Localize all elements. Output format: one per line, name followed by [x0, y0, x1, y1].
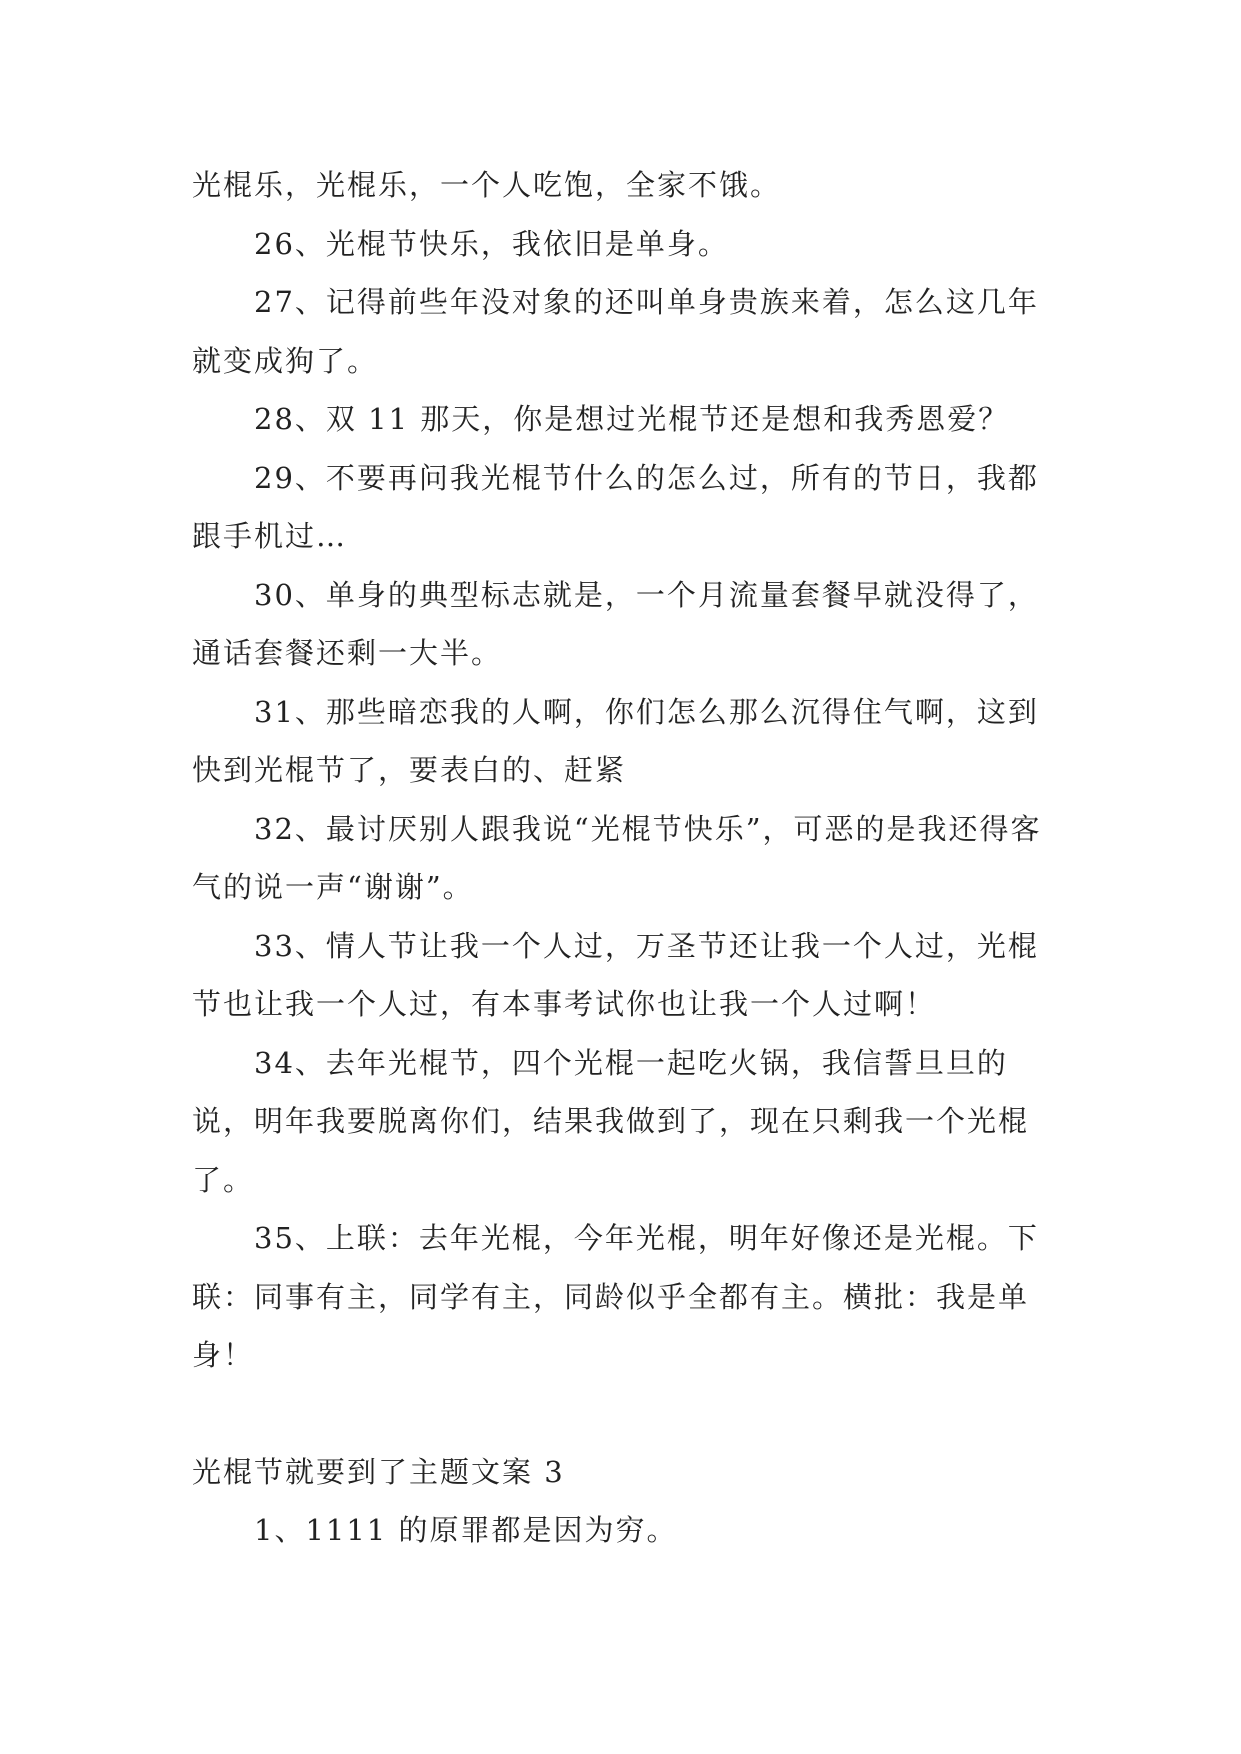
- list-item-1: 1、1111 的原罪都是因为穷。: [254, 1513, 678, 1547]
- list-item-34: 34、去年光棍节，四个光棍一起吃火锅，我信誓旦旦的说，明年我要脱离你们，结果我做到了，现在只剩我一个光棍了。: [192, 1045, 1030, 1197]
- section-title: 光棍节就要到了主题文案 3: [192, 1454, 565, 1489]
- list-item-31: 31、那些暗恋我的人啊，你们怎么那么沉得住气啊，这到快到光棍节了，要表白的、赶紧: [192, 694, 1039, 787]
- list-item-28: 28、双 11 那天，你是想过光棍节还是想和我秀恩爱？: [254, 402, 1010, 436]
- list-item-35: 35、上联：去年光棍，今年光棍，明年好像还是光棍。下联：同事有主，同学有主，同龄似乎全都有主。横批：我是单身！: [192, 1221, 1039, 1372]
- list-item-27: 27、记得前些年没对象的还叫单身贵族来着，怎么这几年就变成狗了。: [192, 285, 1039, 378]
- paragraph-continued: 光棍乐，光棍乐，一个人吃饱，全家不饿。: [192, 168, 782, 202]
- document-body: [192, 156, 1054, 1560]
- list-item-26: 26、光棍节快乐，我依旧是单身。: [254, 226, 729, 261]
- section-gap: [192, 1385, 1054, 1443]
- list-item-30: 30、单身的典型标志就是，一个月流量套餐早就没得了，通话套餐还剩一大半。: [192, 577, 1039, 670]
- list-item-29: 29、不要再问我光棍节什么的怎么过，所有的节日，我都跟手机过…: [192, 460, 1039, 553]
- list-item-32: 32、最讨厌别人跟我说“光棍节快乐”，可恶的是我还得客气的说一声“谢谢”。: [192, 811, 1042, 904]
- list-item-33: 33、情人节让我一个人过，万圣节还让我一个人过，光棍节也让我一个人过，有本事考试你也让我一个人过啊！: [192, 928, 1039, 1021]
